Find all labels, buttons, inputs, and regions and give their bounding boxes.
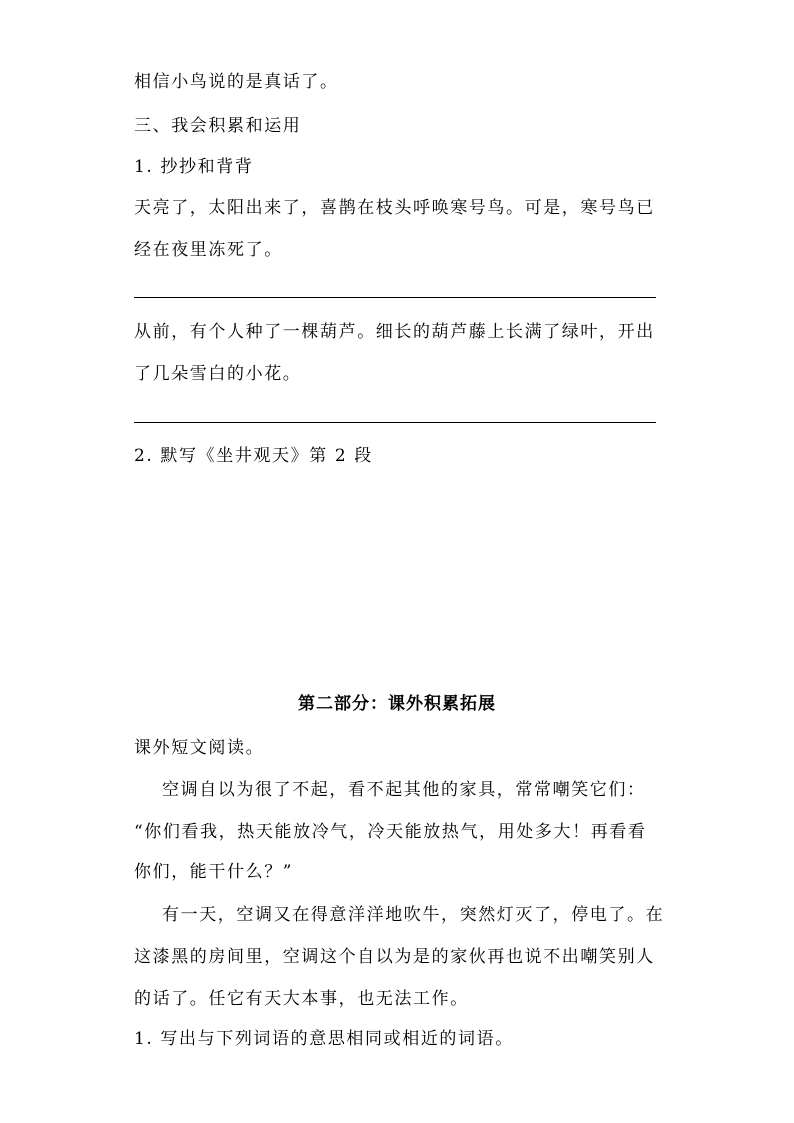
answer-line-1[interactable] (134, 297, 656, 298)
answer-line-2[interactable] (134, 422, 656, 423)
part2-title: 第二部分：课外积累拓展 (298, 694, 496, 714)
q1-text2-line2: 了几朵雪白的小花。 (134, 364, 302, 384)
q2-heading: 2. 默写《坐井观天》第 2 段 (134, 446, 373, 466)
q1-text1-line1: 天亮了，太阳出来了，喜鹊在枝头呼唤寒号鸟。可是，寒号鸟已 (134, 198, 655, 218)
para2-line1: 有一天，空调又在得意洋洋地吹牛，突然灯灭了，停电了。在 (162, 905, 665, 925)
part2-q1: 1. 写出与下列词语的意思相同或相近的词语。 (134, 1029, 514, 1049)
q1-text2-line1: 从前，有个人种了一棵葫芦。细长的葫芦藤上长满了绿叶，开出 (134, 322, 655, 342)
q1-text1-line2: 经在夜里冻死了。 (134, 240, 283, 260)
part2-intro: 课外短文阅读。 (134, 738, 265, 758)
para1-line1: 空调自以为很了不起，看不起其他的家具，常常嘲笑它们： (162, 780, 646, 800)
q1-heading: 1. 抄抄和背背 (134, 157, 254, 177)
para1-line3: 你们，能干什么？” (134, 862, 294, 882)
line-top: 相信小鸟说的是真话了。 (134, 72, 339, 92)
para1-line2: “你们看我，热天能放冷气，冷天能放热气，用处多大！再看看 (134, 822, 647, 842)
para2-line3: 的话了。任它有天大本事，也无法工作。 (134, 989, 469, 1009)
para2-line2: 这漆黑的房间里，空调这个自以为是的家伙再也说不出嘲笑别人 (134, 947, 655, 967)
section3-heading: 三、我会积累和运用 (134, 116, 302, 136)
